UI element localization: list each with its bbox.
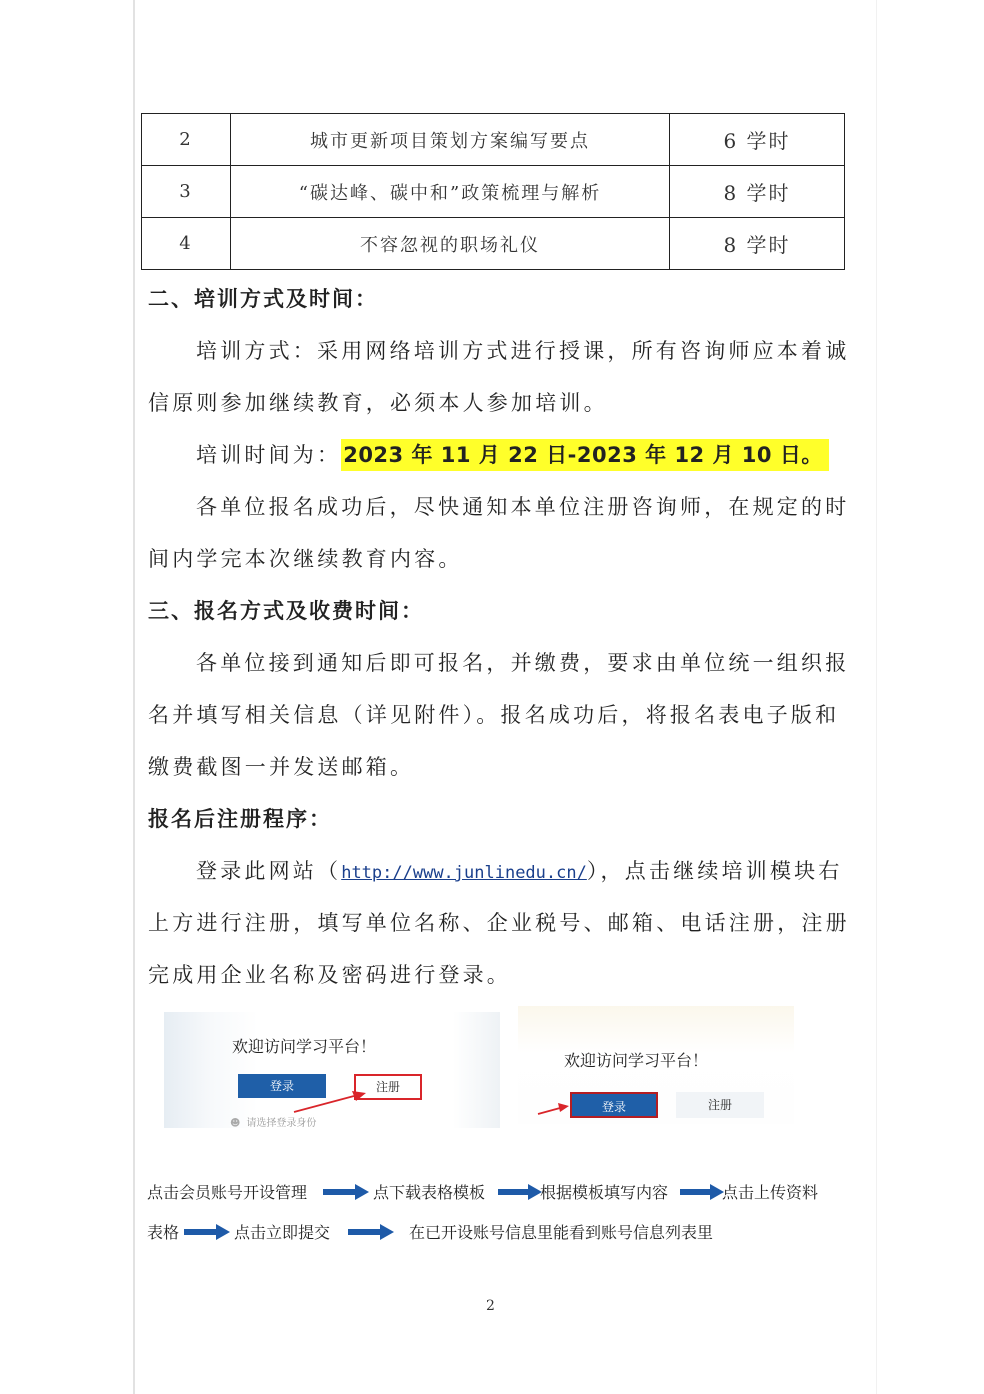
login-button[interactable]: 登录 [570, 1092, 658, 1118]
scan-border-right [876, 0, 877, 1394]
course-table [141, 113, 845, 270]
register-button[interactable]: 注册 [676, 1092, 764, 1118]
red-pointer-arrow-icon [292, 1088, 372, 1116]
course-hours: 8 学时 [670, 166, 845, 218]
table-row [142, 166, 845, 218]
course-hours: 8 学时 [670, 218, 845, 270]
flow-step-4: 点击上传资料 [722, 1183, 819, 1202]
registration-suffix: ），点击继续培训模块右 [586, 859, 843, 883]
method-line-2: 信原则参加继续教育，必须本人参加培训。 [148, 391, 608, 415]
flow-step-3: 根据模板填写内容 [540, 1183, 669, 1202]
course-hours: 6 学时 [670, 114, 845, 166]
scan-border-left [133, 0, 135, 1394]
registration-heading: 报名后注册程序： [148, 807, 332, 831]
training-time [196, 440, 829, 470]
training-time-value: 2023 年 11 月 22 日-2023 年 12 月 10 日。 [341, 439, 829, 471]
course-title: “碳达峰、碳中和”政策梳理与解析 [231, 166, 670, 218]
website-link[interactable]: http://www.junlinedu.cn/ [341, 863, 587, 883]
user-icon: ☻ [230, 1118, 241, 1129]
flow-arrow-icon [498, 1184, 542, 1200]
red-pointer-arrow-icon [536, 1102, 572, 1118]
page-number: 2 [486, 1298, 495, 1314]
welcome-text: 欢迎访问学习平台！ [564, 1051, 709, 1070]
registration-line-2: 上方进行注册，填写单位名称、企业税号、邮箱、电话注册，注册 [148, 911, 850, 935]
notice-line-2: 间内学完本次继续教育内容。 [148, 547, 463, 571]
signup-line-1: 各单位接到通知后即可报名，并缴费，要求由单位统一组织报 [196, 651, 850, 675]
flow-step-5: 点击立即提交 [234, 1223, 331, 1242]
method-line-1: 培训方式：采用网络培训方式进行授课，所有咨询师应本着诚 [196, 339, 850, 363]
flow-arrow-icon [348, 1224, 394, 1240]
register-button[interactable]: 注册 [354, 1074, 422, 1100]
course-title: 城市更新项目策划方案编写要点 [231, 114, 670, 166]
table-row [142, 114, 845, 166]
registration-line-1 [196, 856, 843, 888]
section2-heading: 二、培训方式及时间： [148, 287, 378, 311]
notice-line-1: 各单位报名成功后，尽快通知本单位注册咨询师，在规定的时 [196, 495, 850, 519]
course-title: 不容忽视的职场礼仪 [231, 218, 670, 270]
welcome-text: 欢迎访问学习平台！ [232, 1037, 377, 1056]
training-time-label: 培训时间为： [196, 443, 342, 467]
flow-arrow-icon [184, 1224, 230, 1240]
login-role-hint [230, 1114, 316, 1129]
signup-line-3: 缴费截图一并发送邮箱。 [148, 755, 415, 779]
section3-heading: 三、报名方式及收费时间： [148, 599, 424, 623]
course-no: 4 [142, 218, 231, 270]
flow-step-2: 点下载表格模板 [373, 1183, 486, 1202]
flow-step-6: 在已开设账号信息里能看到账号信息列表里 [409, 1223, 714, 1242]
flow-step-4-continued: 表格 [147, 1223, 180, 1242]
table-row [142, 218, 845, 270]
signup-line-2: 名并填写相关信息（详见附件）。报名成功后，将报名表电子版和 [148, 703, 840, 727]
login-screenshot-1 [164, 1012, 500, 1128]
registration-line-3: 完成用企业名称及密码进行登录。 [148, 963, 511, 987]
registration-prefix: 登录此网站（ [196, 859, 342, 883]
course-no: 2 [142, 114, 231, 166]
flow-arrow-icon [323, 1184, 369, 1200]
flow-step-1: 点击会员账号开设管理 [147, 1183, 308, 1202]
role-hint-text: 请选择登录身份 [246, 1118, 317, 1129]
login-screenshot-2 [518, 1006, 794, 1124]
flow-arrow-icon [680, 1184, 724, 1200]
login-button[interactable]: 登录 [238, 1074, 326, 1098]
course-no: 3 [142, 166, 231, 218]
